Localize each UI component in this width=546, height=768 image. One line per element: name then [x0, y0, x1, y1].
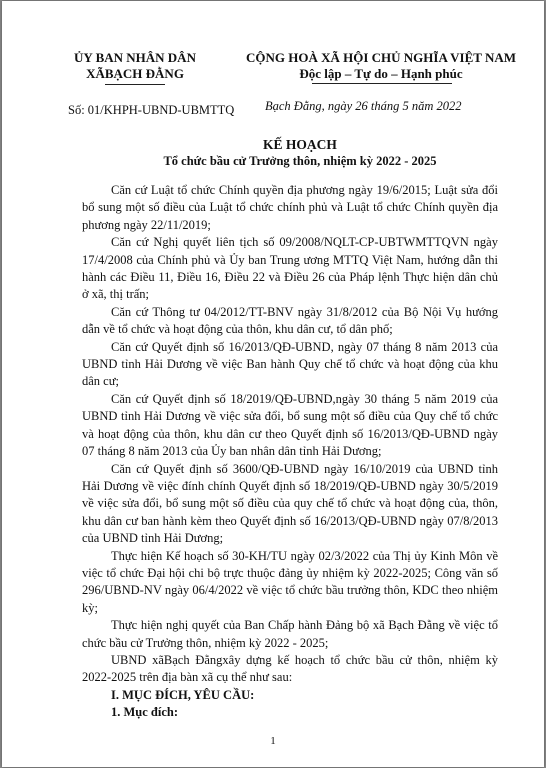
national-title: CỘNG HOÀ XÃ HỘI CHỦ NGHĨA VIỆT NAM [245, 50, 517, 65]
issuing-org-commune: XÃBẠCH ĐẰNG [86, 66, 184, 81]
subsection-heading: 1. Mục đích: [111, 705, 179, 720]
document-body [82, 182, 498, 722]
document-title: KẾ HOẠCH [263, 137, 337, 152]
national-motto: Độc lập – Tự do – Hạnh phúc [299, 66, 463, 81]
issuing-org-name: ỦY BAN NHÂN DÂN [74, 50, 196, 65]
document-subtitle: Tổ chức bầu cử Trưởng thôn, nhiệm kỳ 2022 - 2025 [163, 154, 437, 168]
document-page [2, 1, 544, 767]
body-paragraph: Thực hiện nghị quyết của Ban Chấp hành Đảng bộ xã Bạch Đằng về việc tổ chức bầu cử Trưởng thôn, nhiệm kỳ 2022 - 2025; [82, 618, 498, 650]
body-paragraph: Căn cứ Nghị quyết liên tịch số 09/2008/NQLT-CP-UBTWMTTQVN ngày 17/4/2008 của Chính phủ và Ủy ban Trung ương MTTQ Việt Nam, hướng dẫn thi hành các Điều 11, Điều 16, Điều 22 và Điều 26 của Pháp lệnh Thực hiện dân chủ ở xã, thị trấn; [82, 235, 498, 302]
page-number: 1 [270, 735, 276, 747]
body-paragraph: Căn cứ Quyết định số 18/2019/QĐ-UBND,ngày 30 tháng 5 năm 2019 của UBND tỉnh Hải Dương về việc sửa đổi, bổ sung một số điều của Quy chế tổ chức và hoạt động của thôn, khu dân cư theo Quyết định số 16/2013/QĐ-UBND ngày 07 tháng 8 năm 2013 của Ủy ban nhân dân tỉnh Hải Dương; [82, 391, 498, 459]
body-paragraph: Căn cứ Thông tư 04/2012/TT-BNV ngày 31/8/2012 của Bộ Nội Vụ hướng dẫn về tổ chức và hoạt động của thôn, khu dân cư, tổ dân phố; [82, 304, 498, 337]
document-number: Số: 01/KHPH-UBND-UBMTTQ [68, 103, 235, 117]
body-paragraph: Thực hiện Kế hoạch số 30-KH/TU ngày 02/3/2022 của Thị ủy Kinh Môn về việc tổ chức Đại hội chi bộ trực thuộc đảng ủy nhiệm kỳ 2022-2025; Công văn số 296/UBND-NV ngày 06/4/2022 về việc tổ chức bầu trưởng thôn, KDC theo nhiệm kỳ; [82, 548, 498, 615]
place-and-date: Bạch Đằng, ngày 26 tháng 5 năm 2022 [265, 99, 462, 113]
section-heading: I. MỤC ĐÍCH, YÊU CẦU: [111, 687, 255, 702]
body-paragraph: Căn cứ Quyết định số 16/2013/QĐ-UBND, ngày 07 tháng 8 năm 2013 của UBND tỉnh Hải Dương về việc Ban hành Quy chế tổ chức và hoạt động của khu dân cư; [82, 339, 498, 389]
body-paragraph: Căn cứ Luật tổ chức Chính quyền địa phương ngày 19/6/2015; Luật sửa đổi bổ sung một số điều của Luật tổ chức chính phủ và Luật tổ chức Chính quyền địa phương ngày 22/11/2019; [82, 183, 498, 232]
motto-underline [312, 83, 452, 84]
org-underline [105, 84, 165, 85]
body-paragraph: UBND xãBạch Đằngxây dựng kế hoạch tổ chức bầu cử thôn, nhiệm kỳ 2022-2025 trên địa bàn xã cụ thể như sau: [82, 652, 498, 685]
body-paragraph: Căn cứ Quyết định số 3600/QĐ-UBND ngày 16/10/2019 của UBND tỉnh Hải Dương về việc đính chính Quyết định số 18/2019/QĐ-UBND ngày 30/5/2019 về việc sửa đổi, bổ sung một số điều của quy chế tổ chức và hoạt động của, thôn, khu dân cư ban hành kèm theo Quyết định số 16/2013/QĐ-UBND ngày 07/8/2013 của UBND tỉnh Hải Dương; [82, 461, 498, 546]
